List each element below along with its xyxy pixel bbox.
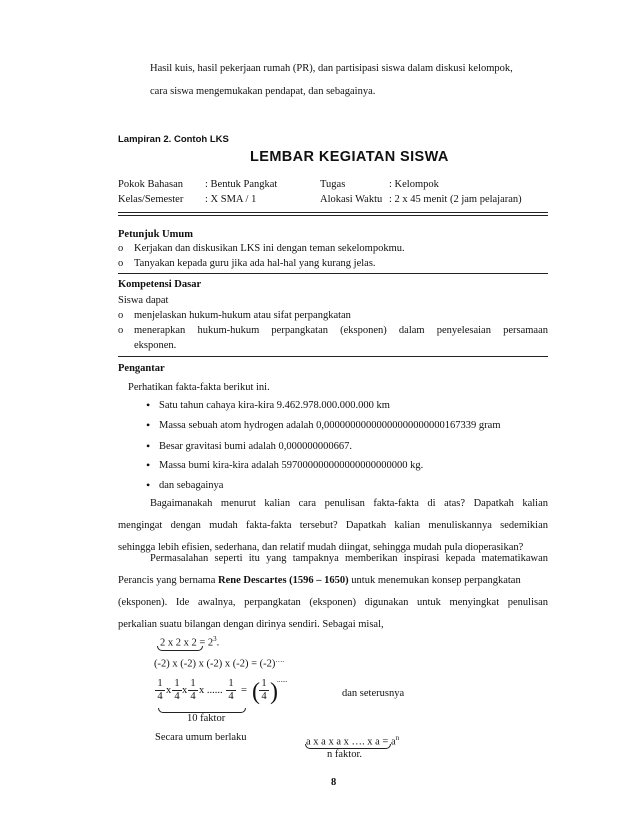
divider <box>118 273 548 274</box>
kompetensi-heading: Kompetensi Dasar <box>118 279 202 290</box>
petunjuk-heading: Petunjuk Umum <box>118 229 193 240</box>
petunjuk-item-1: o Kerjakan dan diskusikan LKS ini dengan teman sekelompokmu. <box>118 243 405 254</box>
fraction: 1 4 <box>226 678 236 703</box>
page-title: LEMBAR KEGIATAN SISWA <box>250 149 449 165</box>
kelas-value: : X SMA / 1 <box>205 194 257 205</box>
intro-line-1: Hasil kuis, hasil pekerjaan rumah (PR), dan partisipasi siswa dalam diskusi kelompok, <box>150 63 513 74</box>
fact-item-2: • Massa sebuah atom hydrogen adalah 0,00000000000000000000000167339 gram <box>159 419 501 433</box>
fact-item-1: • Satu tahun cahaya kira-kira 9.462.978.000.000.000 km <box>159 399 390 413</box>
alokasi-label: Alokasi Waktu <box>320 194 383 205</box>
pengantar-intro: Perhatikan fakta-fakta berikut ini. <box>128 382 270 393</box>
brace-label: n faktor. <box>327 749 362 760</box>
kompetensi-item-1: o menjelaskan hukum-hukum atau sifat perpangkatan <box>118 310 351 321</box>
para2-line-2: Perancis yang bernama Rene Descartes (1596 – 1650) untuk menemukan konsep perpangkatan <box>118 575 521 586</box>
fraction: 1 4 <box>188 678 198 703</box>
math-note: dan seterusnya <box>342 688 405 699</box>
brace-label: 10 faktor <box>187 713 226 724</box>
pokok-label: Pokok Bahasan <box>118 179 184 190</box>
general-label: Secara umum berlaku <box>155 732 247 743</box>
para2-line-1: Permasalahan seperti itu yang tampaknya memberikan inspirasi kepada matematikawan <box>150 553 548 564</box>
general-formula: a x a x a x …. x $a = a^n$ <box>306 734 400 748</box>
fraction: 1 4 <box>172 678 182 703</box>
underbrace <box>157 646 203 651</box>
fraction: 1 4 <box>155 678 165 703</box>
fact-item-5: • dan sebagainya <box>159 479 223 493</box>
para2-line-3: (eksponen). Ide awalnya, perpangkatan (eksponen) digunakan untuk menyingkat penulisan <box>118 597 548 608</box>
tugas-label: Tugas <box>320 179 346 190</box>
pengantar-heading: Pengantar <box>118 363 165 374</box>
para1-line-1: Bagaimanakah menurut kalian cara penulisan fakta-fakta di atas? Dapatkah kalian <box>150 498 548 509</box>
para1-line-3: sehingga lebih efisien, sederhana, dan relatif mudah diingat, sehingga mudah pula dioperasikan? <box>118 542 524 553</box>
kelas-label: Kelas/Semester <box>118 194 184 205</box>
tugas-value: : Kelompok <box>389 179 439 190</box>
para1-line-2: mengingat dengan mudah fakta-fakta tersebut? Dapatkah kalian menuliskannya sedemikian <box>118 520 548 531</box>
math-example-3: 1 4 x 1 4 x 1 4 x ...... 1 4 = ( 1 4 ) ...... <box>155 678 295 710</box>
para2-line-4: perkalian suatu bilangan dengan dirinya sendiri. Sebagai misal, <box>118 619 384 630</box>
kompetensi-intro: Siswa dapat <box>118 295 169 306</box>
pokok-value: : Bentuk Pangkat <box>205 179 278 190</box>
fraction: 1 4 <box>259 678 269 703</box>
divider <box>118 356 548 357</box>
fact-item-4: • Massa bumi kira-kira adalah 597000000000000000000000 kg. <box>159 459 423 473</box>
alokasi-value: : 2 x 45 menit (2 jam pelajaran) <box>389 194 522 205</box>
petunjuk-item-2: o Tanyakan kepada guru jika ada hal-hal yang kurang jelas. <box>118 258 376 269</box>
fact-item-3: • Besar gravitasi bumi adalah 0,000000000667. <box>159 440 352 454</box>
kompetensi-item-2-cont: eksponen. <box>134 340 177 351</box>
kompetensi-item-2: o menerapkan hukum-hukum perpangkatan (eksponen) dalam penyelesaian persamaan <box>118 325 548 336</box>
math-example-1: 2 x 2 x $2 = 2^3$. <box>160 635 220 649</box>
header-divider-bottom <box>118 215 548 216</box>
header-divider-top <box>118 212 548 213</box>
appendix-label: Lampiran 2. Contoh LKS <box>118 134 229 145</box>
page-number: 8 <box>331 777 337 788</box>
math-example-2: (-2) x (-2) x (-2) x (-2) = (-2)…. <box>154 656 285 670</box>
intro-line-2: cara siswa mengemukakan pendapat, dan sebagainya. <box>150 86 376 97</box>
